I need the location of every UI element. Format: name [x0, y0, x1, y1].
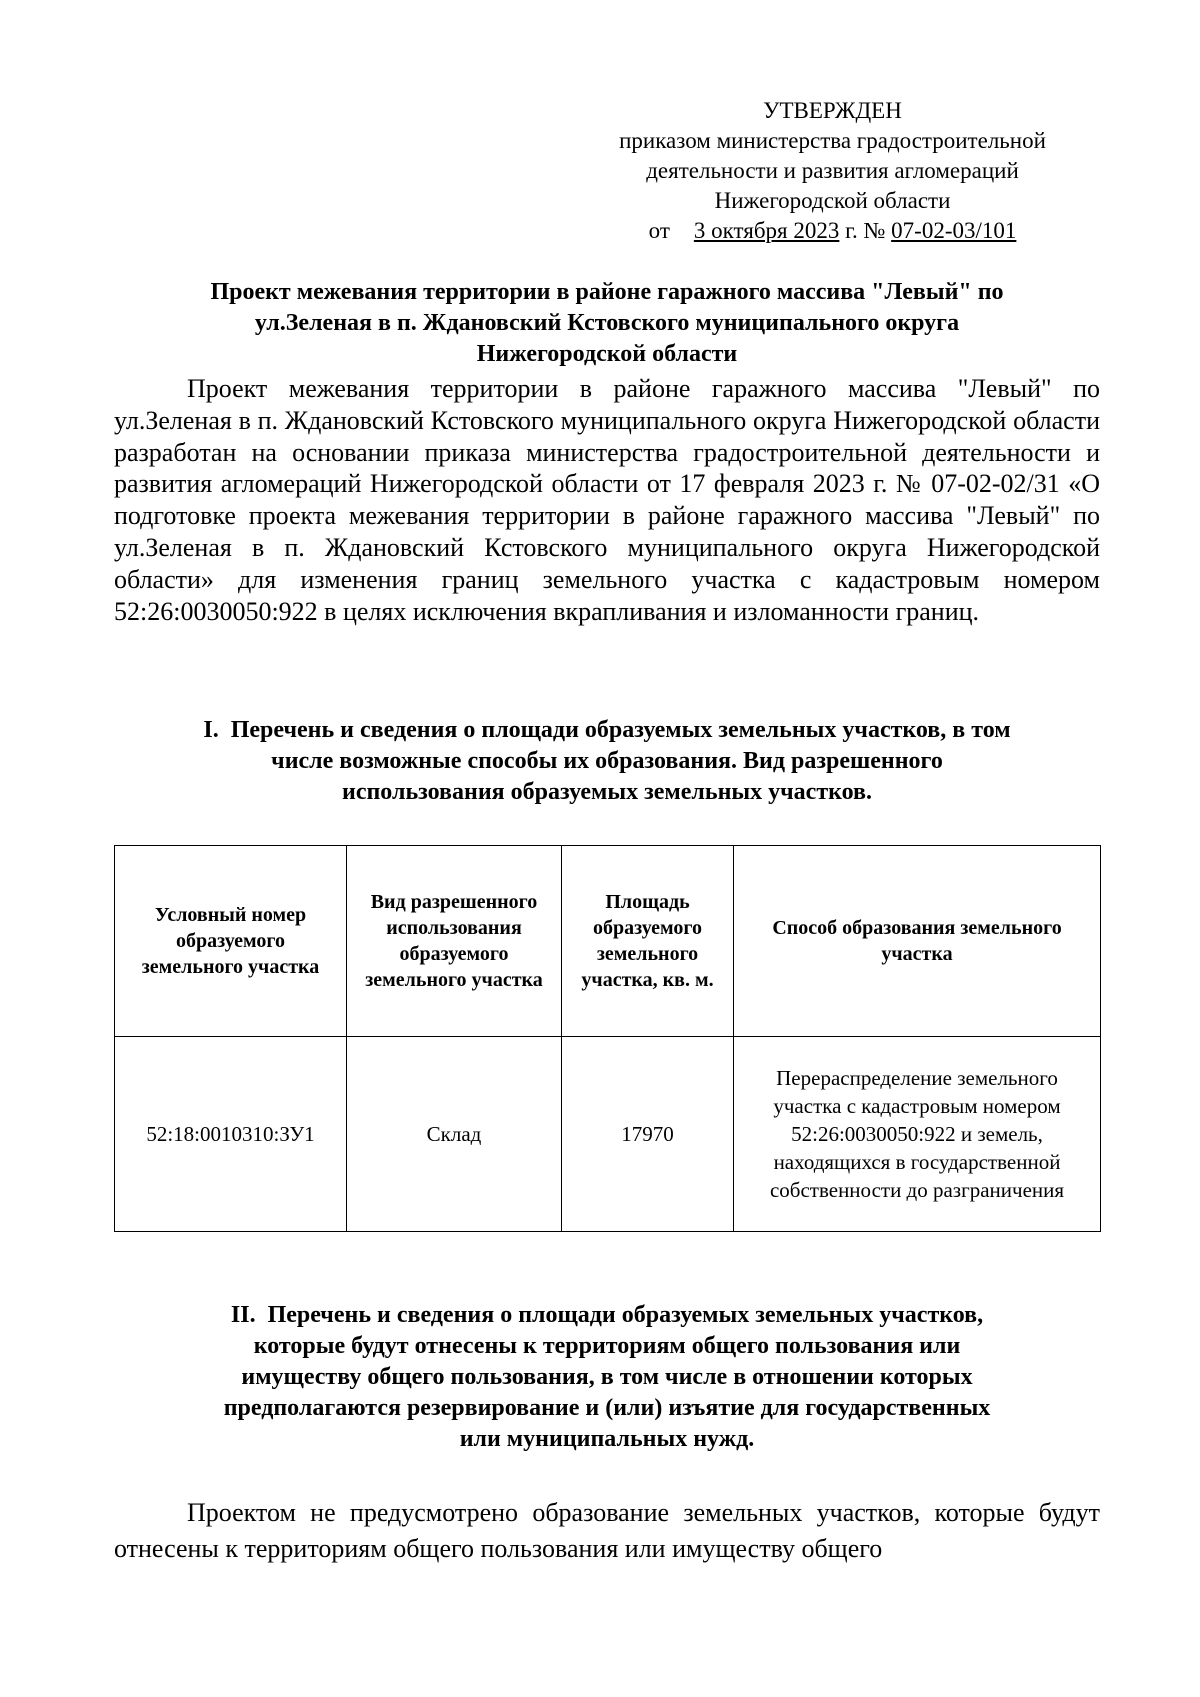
header-area: Площадь образуемого земельного участка, кв. м.: [562, 846, 734, 1037]
approval-stamp: [600, 96, 1065, 246]
cell-formation-method: Перераспределение земельного участка с кадастровым номером 52:26:0030050:922 и земель, находящихся в государственной собственности до разграничения: [734, 1037, 1101, 1232]
table-header-row: [115, 846, 1101, 1037]
section-1-heading: [114, 715, 1100, 808]
section-1-line-1: Перечень и сведения о площади образуемых земельных участков, в том: [230, 717, 1011, 743]
title-line-3: Нижегородской области: [476, 341, 738, 367]
table-row: [115, 1037, 1101, 1232]
section-2-line-2: которые будут отнесены к территориям общего пользования или: [253, 1333, 961, 1359]
cell-permitted-use: Склад: [347, 1037, 562, 1232]
title-line-2: ул.Зеленая в п. Ждановский Кстовского муниципального округа: [254, 310, 960, 336]
land-plots-table: [114, 845, 1101, 1232]
title-line-1: Проект межевания территории в районе гаражного массива "Левый" по: [210, 279, 1004, 305]
header-plot-number: Условный номер образуемого земельного участка: [115, 846, 347, 1037]
section-1-number: I.: [203, 717, 219, 743]
from-label: от: [648, 218, 670, 243]
approval-date-line: [600, 216, 1065, 246]
conclusion-paragraph: Проектом не предусмотрено образование земельных участков, которые будут отнесены к территориям общего пользования или имуществу общего: [114, 1498, 1100, 1563]
section-1-line-3: использования образуемых земельных участков.: [341, 779, 872, 805]
section-2-line-3: имуществу общего пользования, в том числе в отношении которых: [241, 1364, 973, 1390]
cell-plot-number: 52:18:0010310:ЗУ1: [115, 1037, 347, 1232]
document-title: [114, 277, 1100, 370]
header-permitted-use: Вид разрешенного использования образуемого земельного участка: [347, 846, 562, 1037]
header-formation-method: Способ образования земельного участка: [734, 846, 1101, 1037]
order-year-suffix: г. №: [845, 218, 886, 243]
intro-paragraph: Проект межевания территории в районе гаражного массива "Левый" по ул.Зеленая в п. Ждановский Кстовского муниципального округа Нижегородской области разработан на основании приказа министерства градостроительной деятельности и развития агломераций Нижегородской области от 17 февраля 2023 г. № 07-02-02/31 «О подготовке проекта межевания территории в районе гаражного массива "Левый" по ул.Зеленая в п. Ждановский Кстовского муниципального округа Нижегородской области» для изменения границ земельного участка с кадастровым номером 52:26:0030050:922 в целях исключения вкрапливания и изломанности границ.: [114, 374, 1100, 626]
section-2-line-5: или муниципальных нужд.: [459, 1426, 755, 1452]
approval-line-1: приказом министерства градостроительной: [619, 128, 1046, 153]
section-2-heading: [114, 1300, 1100, 1455]
section-2-line-1: Перечень и сведения о площади образуемых земельных участков,: [267, 1302, 984, 1328]
section-2-number: II.: [230, 1302, 256, 1328]
order-number: 07-02-03/101: [891, 218, 1017, 243]
order-date: 3 октября 2023: [693, 218, 840, 243]
approval-line-2: деятельности и развития агломераций: [646, 158, 1019, 183]
section-2-line-4: предполагаются резервирование и (или) изъятие для государственных: [223, 1395, 991, 1421]
section-1-line-2: числе возможные способы их образования. Вид разрешенного: [271, 748, 943, 774]
cell-area: 17970: [562, 1037, 734, 1232]
approved-label: УТВЕРЖДЕН: [763, 98, 902, 123]
approval-line-3: Нижегородской области: [714, 188, 951, 213]
